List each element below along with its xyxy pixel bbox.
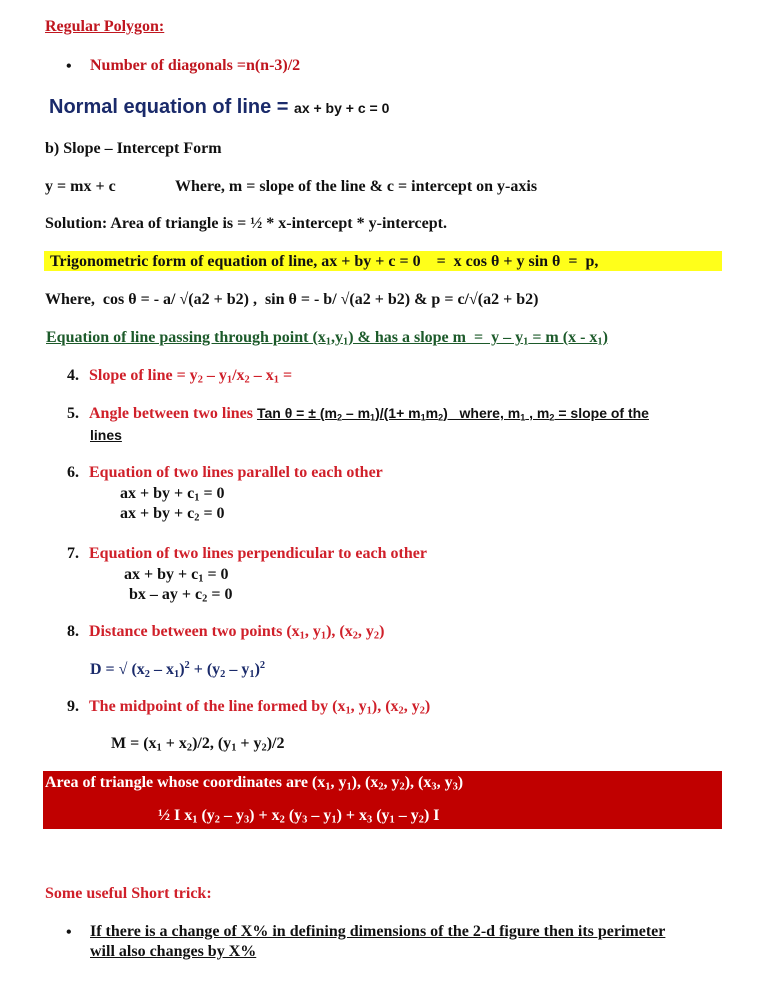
short-trick-line-2: will also changes by X%: [90, 943, 257, 960]
list-item-6: 6. Equation of two lines parallel to each other: [67, 464, 383, 481]
point-slope-equation: Equation of line passing through point $(x_1,y_1)$ & has a slope $m = y - y_1 = m$ $(x - x_1)$: [46, 329, 608, 348]
distance-formula: D = √ $(x_2 - x_1)^2 + (y_2 - y_1)^2$: [90, 660, 266, 680]
parallel-eq-1: ax + by + $c_1 = 0$: [120, 485, 225, 504]
intercept-area-solution: Solution: Area of triangle is = ½ * x-intercept * y-intercept.: [45, 215, 447, 232]
short-trick-line-1: If there is a change of X% in defining dimensions of the 2-d figure then its perimeter: [90, 923, 666, 940]
slope-intercept-where: Where, m = slope of the line & c = intercept on y-axis: [175, 178, 538, 195]
perpendicular-eq-2: bx – ay + $c_2 = 0$: [129, 586, 233, 605]
diagonals-formula: Number of diagonals =n(n-3)/2: [90, 57, 301, 74]
triangle-area-formula: ½ I $x_1$ $(y_2 - y_3) + x_2$ $(y_3 - y_1) + x_3$ $(y_1 - y_2)$ I: [158, 807, 440, 826]
bullet-icon: •: [66, 58, 72, 75]
midpoint-formula: $M = (x_1 + x_2)/2$, $(y_1 + y_2)/2$: [111, 735, 285, 754]
list-item-5: 5. Angle between two lines Tan θ = ± $(m_2 - m_1)/(1+ m_1m_2)$ where, $m_1$ , $m_2$ = slope of the: [67, 405, 649, 423]
triangle-area-title: Area of triangle whose coordinates are ($x_1$, $y_1$), ($x_2$, $y_2$), ($x_3$, $y_3$): [45, 774, 464, 793]
triangle-area-box: [43, 771, 722, 829]
normal-equation: [49, 96, 389, 119]
bullet-icon: •: [66, 924, 72, 941]
trig-form-text: Trigonometric form of equation of line, ax + by + c = 0 = x cos θ + y sin θ = p,: [50, 253, 599, 270]
trig-form-where: Where, cos θ = - a/ √(a2 + b2) , sin θ = - b/ √(a2 + b2) & p = c/√(a2 + b2): [45, 291, 539, 308]
slope-intercept-heading: b) Slope – Intercept Form: [45, 140, 222, 157]
slope-intercept-formula: y = mx + c: [45, 178, 116, 195]
list-item-7: 7. Equation of two lines perpendicular to each other: [67, 545, 427, 562]
regular-polygon-heading: Regular Polygon:: [45, 18, 165, 35]
list-item-5-continuation: lines: [90, 427, 122, 443]
normal-equation-title: Normal equation of line =: [49, 96, 295, 118]
normal-equation-formula: ax + by + c = 0: [294, 100, 390, 116]
list-item-4: 4. Slope of line = $y_2 - y_1/x_2 - x_1$ =: [67, 367, 293, 386]
perpendicular-eq-1: ax + by + $c_1 = 0$: [124, 566, 229, 585]
list-item-9: 9. The midpoint of the line formed by ($x_1$, $y_1$), ($x_2$, $y_2$): [67, 698, 431, 717]
parallel-eq-2: ax + by + $c_2 = 0$: [120, 505, 225, 524]
list-item-8: 8. Distance between two points ($x_1$, $y_1$), ($x_2$, $y_2$): [67, 623, 385, 642]
short-trick-heading: Some useful Short trick:: [45, 885, 212, 902]
